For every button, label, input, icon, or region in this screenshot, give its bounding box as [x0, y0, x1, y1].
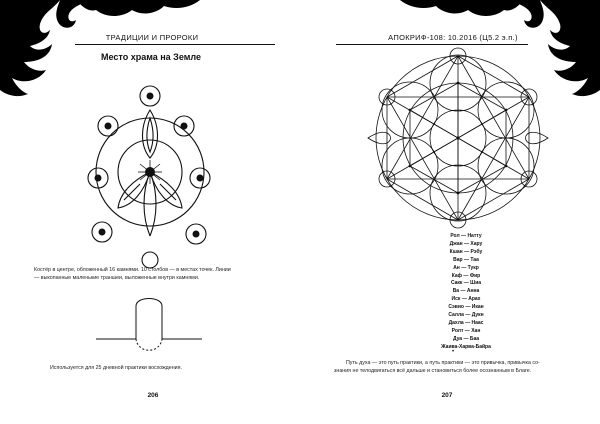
list-item: Салла — Дукн — [448, 312, 484, 319]
list-item: Сэвио — Икан — [448, 304, 484, 311]
left-top-flourish — [80, 0, 200, 30]
left-header-rule — [75, 44, 275, 45]
list-item: Ан — Тукр — [453, 264, 479, 271]
left-page-number: 206 — [147, 392, 159, 399]
sacred-geometry-diagram — [368, 48, 548, 228]
list-item: Жаива-Харва-Байра — [441, 343, 491, 350]
list-item: Вар — Таа — [453, 256, 479, 263]
page-title: Место храма на Земле — [101, 52, 201, 62]
list-item: Кшан — Рэбу — [449, 248, 483, 255]
right-page-number: 207 — [441, 392, 453, 399]
right-header-rule — [336, 44, 528, 45]
diagram-caption-line-1: Костёр в центре, обложенный 16 камнями. 10 столбов — в местах точек. Линии — [34, 267, 231, 273]
list-item: Джан — Хару — [449, 240, 483, 247]
list-item: Каф — Фир — [451, 272, 481, 279]
closing-text-line-1: Путь духа — это путь практики, а путь практики — это привычка, привычка со- — [346, 360, 540, 366]
flame-ornament-icon — [0, 0, 86, 96]
separator-bullet: • — [451, 349, 455, 355]
practice-caption: Используется для 25 дневной практики восхождения. — [50, 365, 182, 371]
list-item: Дуа — Баа — [452, 335, 480, 342]
list-item: Ролт — Хан — [451, 327, 481, 334]
list-item: Рол — Натту — [450, 233, 482, 239]
list-item: Сакк — Шиа — [450, 280, 482, 287]
right-running-header: АПОКРИФ-108: 10.2016 (Ц5.2 э.п.) — [388, 33, 518, 42]
list-item: Ва — Анна — [452, 288, 480, 295]
left-running-header: ТРАДИЦИИ И ПРОРОКИ — [105, 33, 199, 42]
right-top-flourish — [400, 0, 520, 30]
temple-site-diagram — [84, 76, 224, 246]
name-pairs-list — [436, 233, 496, 352]
list-item: Иск — Арах — [451, 296, 481, 303]
list-item: Дахла — Наас — [448, 319, 484, 326]
left-corner-ornament — [0, 0, 90, 100]
diagram-caption-line-2: — выкопанные маленькие траншеи, выложенные внутри камнями. — [34, 275, 200, 281]
closing-text-line-2: знания не телодвигаться всё дальше и становиться более осознанным в Благе. — [334, 368, 532, 374]
pillar-diagram — [96, 292, 206, 362]
